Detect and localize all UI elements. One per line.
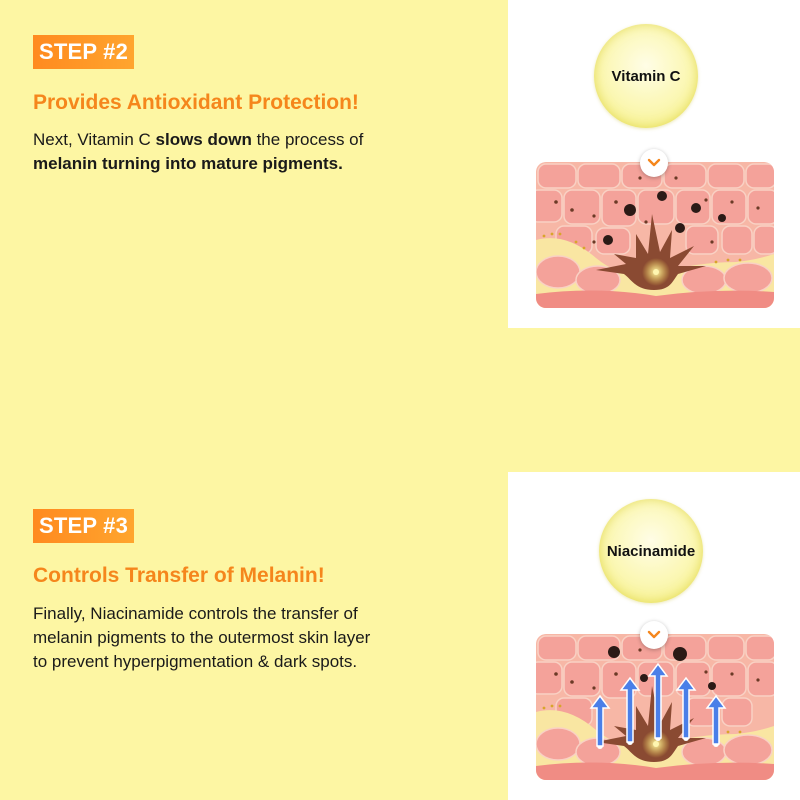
skin-layer-diagram	[536, 162, 774, 308]
step-3-illustration-panel	[508, 472, 800, 800]
step-2-badge: STEP #2	[33, 35, 134, 69]
step-2-chevron-down-icon	[640, 149, 668, 177]
vitamin-c-bubble	[594, 24, 698, 128]
step-2-illustration-panel	[508, 0, 800, 328]
niacinamide-bubble	[599, 499, 703, 603]
niacinamide-label: Niacinamide	[606, 542, 696, 560]
skin-layer-diagram-transfer	[536, 634, 774, 780]
step-2-description: Next, Vitamin C slows down the process of melanin turning into mature pigments.	[33, 130, 364, 173]
step-3-badge: STEP #3	[33, 509, 134, 543]
step-3-heading: Controls Transfer of Melanin!	[33, 564, 325, 587]
step-3-chevron-down-icon	[640, 621, 668, 649]
vitamin-c-label: Vitamin C	[611, 67, 681, 85]
step-3-description: Finally, Niacinamide controls the transfer of melanin pigments to the outermost skin layer to prevent hyperpigmentation & dark spots.	[33, 604, 371, 671]
step-2-heading: Provides Antioxidant Protection!	[33, 91, 359, 114]
